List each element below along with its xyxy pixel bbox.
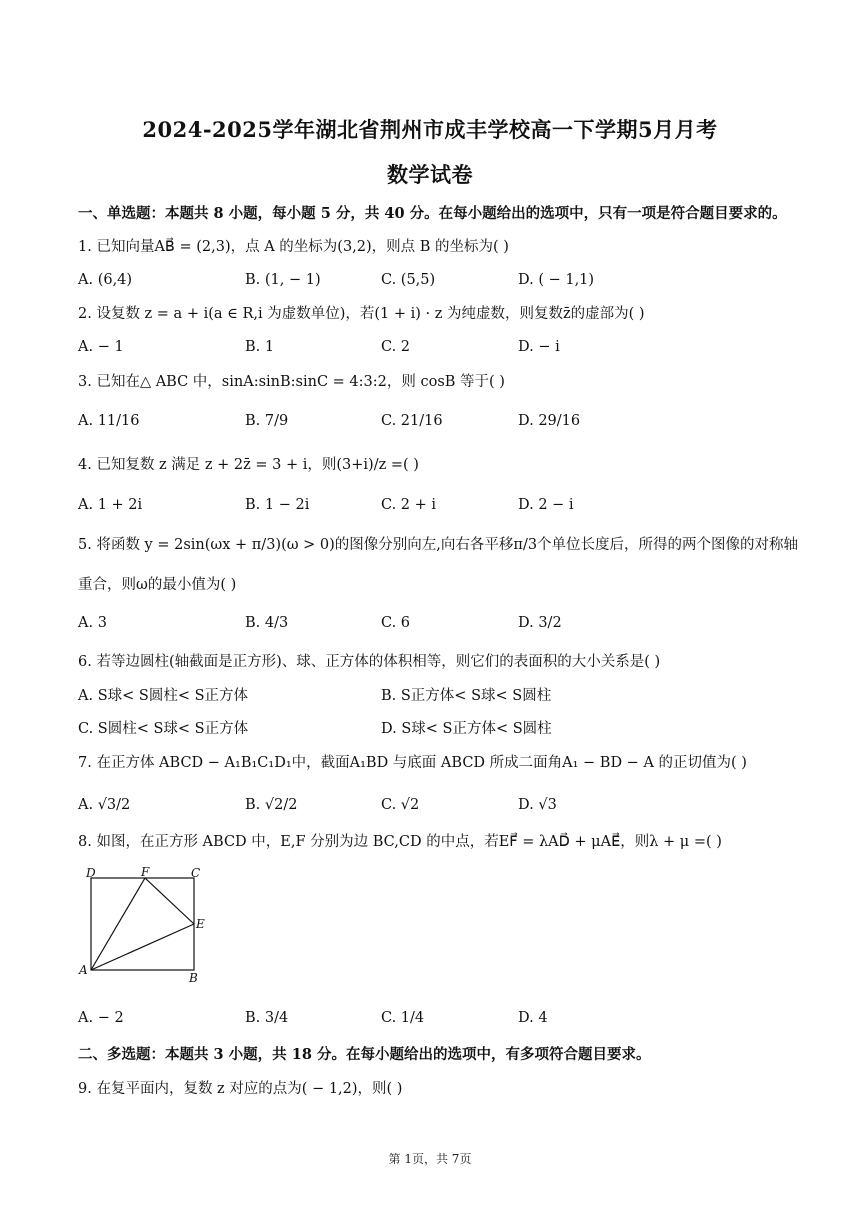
label-b: B bbox=[189, 971, 198, 985]
question-3-stem: 3. 已知在△ ABC 中，sinA:sinB:sinC = 4:3:2，则 cosB 等于( ) bbox=[78, 374, 505, 390]
option-b: B. S正方体< S球< S圆柱 bbox=[381, 688, 552, 704]
figure-lines bbox=[91, 878, 194, 970]
question-5-options bbox=[78, 613, 798, 635]
option-c: C. √2 bbox=[381, 797, 420, 813]
question-3-options bbox=[78, 411, 798, 433]
question-5-stem: 5. 将函数 y = 2sin(ωx + π/3)(ω > 0)的图像分别向左,向右各平移π/3个单位长度后，所得的两个图像的对称轴 bbox=[78, 537, 799, 553]
question-6-options-row2 bbox=[78, 719, 798, 741]
question-5-stem-cont: 重合，则ω的最小值为( ) bbox=[78, 577, 237, 593]
question-1-stem: 1. 已知向量AB⃗ = (2,3)，点 A 的坐标为(3,2)，则点 B 的坐标为( ) bbox=[78, 239, 509, 255]
option-a: A. √3/2 bbox=[78, 797, 131, 813]
option-c: C. S圆柱< S球< S正方体 bbox=[78, 721, 249, 737]
question-6-stem: 6. 若等边圆柱(轴截面是正方形)、球、正方体的体积相等，则它们的表面积的大小关系是( ) bbox=[78, 654, 661, 670]
option-a: A. 11/16 bbox=[78, 413, 140, 429]
option-a: A. − 2 bbox=[78, 1010, 124, 1026]
option-b: B. √2/2 bbox=[245, 797, 298, 813]
square-figure bbox=[78, 866, 213, 986]
option-c: C. 6 bbox=[381, 615, 411, 631]
label-d: D bbox=[86, 866, 96, 880]
option-a: A. 1 + 2i bbox=[78, 497, 143, 513]
option-c: C. 2 + i bbox=[381, 497, 437, 513]
question-2-options bbox=[78, 337, 798, 359]
label-a: A bbox=[79, 963, 88, 977]
exam-title: 2024-2025学年湖北省荆州市成丰学校高一下学期5月月考 bbox=[142, 117, 718, 142]
option-b: B. 1 bbox=[245, 339, 275, 355]
question-9-stem: 9. 在复平面内，复数 z 对应的点为( − 1,2)，则( ) bbox=[78, 1081, 403, 1097]
question-1-options bbox=[78, 270, 798, 292]
question-7-options bbox=[78, 795, 798, 817]
option-a: A. (6,4) bbox=[78, 272, 133, 288]
option-d: D. − i bbox=[518, 339, 560, 355]
option-d: D. 3/2 bbox=[518, 615, 562, 631]
question-4-stem: 4. 已知复数 z 满足 z + 2z̄ = 3 + i，则(3+i)/z =( ) bbox=[78, 457, 419, 473]
option-d: D. √3 bbox=[518, 797, 557, 813]
option-b: B. (1, − 1) bbox=[245, 272, 321, 288]
option-d: D. 4 bbox=[518, 1010, 548, 1026]
question-6-options-row1 bbox=[78, 686, 798, 708]
option-d: D. 29/16 bbox=[518, 413, 581, 429]
option-d: D. S球< S正方体< S圆柱 bbox=[381, 721, 552, 737]
option-d: D. 2 − i bbox=[518, 497, 574, 513]
question-8-options bbox=[78, 1008, 798, 1030]
option-b: B. 3/4 bbox=[245, 1010, 289, 1026]
option-a: A. − 1 bbox=[78, 339, 124, 355]
option-c: C. (5,5) bbox=[381, 272, 436, 288]
option-c: C. 1/4 bbox=[381, 1010, 425, 1026]
question-4-options bbox=[78, 495, 798, 517]
option-c: C. 2 bbox=[381, 339, 411, 355]
option-c: C. 21/16 bbox=[381, 413, 443, 429]
section-heading-single: 一、单选题：本题共 8 小题，每小题 5 分，共 40 分。在每小题给出的选项中，只有一项是符合题目要求的。 bbox=[78, 205, 787, 222]
option-d: D. ( − 1,1) bbox=[518, 272, 595, 288]
option-b: B. 1 − 2i bbox=[245, 497, 310, 513]
option-b: B. 7/9 bbox=[245, 413, 289, 429]
exam-subtitle: 数学试卷 bbox=[387, 162, 473, 187]
question-7-stem: 7. 在正方体 ABCD − A₁B₁C₁D₁中，截面A₁BD 与底面 ABCD 所成二面角A₁ − BD − A 的正切值为( ) bbox=[78, 755, 747, 771]
question-2-stem: 2. 设复数 z = a + i(a ∈ R,i 为虚数单位)，若(1 + i) · z 为纯虚数，则复数z̄的虚部为( ) bbox=[78, 306, 645, 322]
question-8-stem: 8. 如图，在正方形 ABCD 中，E,F 分别为边 BC,CD 的中点，若EF⃗ = λAD⃗ + μAE⃗，则λ + μ =( ) bbox=[78, 834, 722, 850]
label-c: C bbox=[191, 866, 201, 880]
option-a: A. 3 bbox=[78, 615, 107, 631]
label-e: E bbox=[196, 917, 205, 931]
label-f: F bbox=[141, 866, 150, 879]
section-heading-multi: 二、多选题：本题共 3 小题，共 18 分。在每小题给出的选项中，有多项符合题目要求。 bbox=[78, 1046, 651, 1063]
page-footer: 第 1页，共 7页 bbox=[388, 1152, 472, 1166]
option-a: A. S球< S圆柱< S正方体 bbox=[78, 688, 249, 704]
option-b: B. 4/3 bbox=[245, 615, 289, 631]
